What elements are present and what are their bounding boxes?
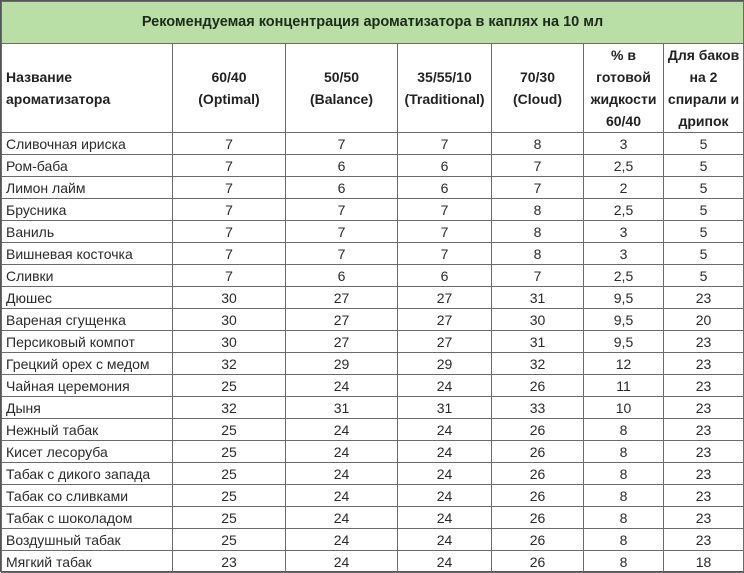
percent-value: 11 [584, 375, 664, 397]
traditional-value: 24 [398, 485, 492, 507]
percent-value: 10 [584, 397, 664, 419]
optimal-value: 25 [173, 375, 286, 397]
table-row [2, 507, 744, 529]
table-row [2, 155, 744, 177]
balance-value: 24 [286, 507, 398, 529]
percent-value: 8 [584, 419, 664, 441]
header-percent-line: жидкости [590, 91, 657, 107]
header-traditional-line: (Traditional) [404, 91, 485, 107]
tanks-value: 23 [664, 419, 744, 441]
percent-value: 8 [584, 529, 664, 551]
cloud-value: 32 [492, 353, 584, 375]
header-percent-line: 60/40 [605, 113, 642, 129]
percent-value: 8 [584, 441, 664, 463]
balance-value: 7 [286, 199, 398, 221]
table-row [2, 221, 744, 243]
cloud-value: 8 [492, 133, 584, 155]
optimal-value: 23 [173, 551, 286, 573]
table-row [2, 243, 744, 265]
table-row [2, 353, 744, 375]
flavor-name: Воздушный табак [2, 529, 173, 551]
balance-value: 6 [286, 177, 398, 199]
traditional-value: 24 [398, 551, 492, 573]
optimal-value: 32 [173, 353, 286, 375]
table-row [2, 397, 744, 419]
header-traditional-line: 35/55/10 [417, 69, 472, 85]
balance-value: 24 [286, 485, 398, 507]
cloud-value: 8 [492, 243, 584, 265]
cloud-value: 26 [492, 463, 584, 485]
percent-value: 3 [584, 243, 664, 265]
traditional-value: 24 [398, 507, 492, 529]
percent-value: 2,5 [584, 265, 664, 287]
flavor-name: Ром-баба [2, 155, 173, 177]
balance-value: 7 [286, 243, 398, 265]
flavor-name: Дыня [2, 397, 173, 419]
table-row [2, 133, 744, 155]
tanks-value: 5 [664, 155, 744, 177]
traditional-value: 7 [398, 133, 492, 155]
cloud-value: 30 [492, 309, 584, 331]
flavor-name: Кисет лесоруба [2, 441, 173, 463]
cloud-value: 31 [492, 331, 584, 353]
header-tanks [664, 44, 744, 133]
tanks-value: 23 [664, 507, 744, 529]
cloud-value: 31 [492, 287, 584, 309]
traditional-value: 27 [398, 287, 492, 309]
cloud-value: 26 [492, 419, 584, 441]
balance-value: 31 [286, 397, 398, 419]
traditional-value: 7 [398, 243, 492, 265]
flavor-name: Брусника [2, 199, 173, 221]
percent-value: 12 [584, 353, 664, 375]
traditional-value: 31 [398, 397, 492, 419]
tanks-value: 23 [664, 375, 744, 397]
header-optimal-line: (Optimal) [198, 91, 260, 107]
percent-value: 2,5 [584, 155, 664, 177]
percent-value: 8 [584, 507, 664, 529]
table-row [2, 331, 744, 353]
optimal-value: 25 [173, 485, 286, 507]
header-name-line: Название [6, 69, 73, 85]
optimal-value: 25 [173, 507, 286, 529]
header-optimal [173, 44, 286, 133]
header-name [2, 44, 173, 133]
header-balance-line: (Balance) [309, 91, 374, 107]
tanks-value: 23 [664, 529, 744, 551]
optimal-value: 7 [173, 199, 286, 221]
flavor-name: Сливки [2, 265, 173, 287]
optimal-value: 7 [173, 133, 286, 155]
header-percent-line: готовой [596, 69, 651, 85]
flavor-name: Мягкий табак [2, 551, 173, 573]
tanks-value: 18 [664, 551, 744, 573]
traditional-value: 7 [398, 221, 492, 243]
balance-value: 24 [286, 375, 398, 397]
optimal-value: 25 [173, 463, 286, 485]
table-row [2, 419, 744, 441]
concentration-table [1, 1, 744, 573]
header-percent-line: % в [611, 47, 636, 63]
flavor-name: Нежный табак [2, 419, 173, 441]
cloud-value: 8 [492, 221, 584, 243]
traditional-value: 6 [398, 177, 492, 199]
percent-value: 9,5 [584, 331, 664, 353]
header-percent [584, 44, 664, 133]
balance-value: 24 [286, 441, 398, 463]
table-row [2, 177, 744, 199]
traditional-value: 24 [398, 529, 492, 551]
table-row [2, 287, 744, 309]
tanks-value: 23 [664, 287, 744, 309]
table-row [2, 265, 744, 287]
balance-value: 24 [286, 551, 398, 573]
balance-value: 7 [286, 221, 398, 243]
optimal-value: 25 [173, 441, 286, 463]
cloud-value: 7 [492, 177, 584, 199]
header-tanks-line: Для баков [667, 47, 740, 63]
cloud-value: 8 [492, 199, 584, 221]
tanks-value: 23 [664, 485, 744, 507]
flavor-name: Дюшес [2, 287, 173, 309]
traditional-value: 29 [398, 353, 492, 375]
traditional-value: 24 [398, 419, 492, 441]
traditional-value: 6 [398, 265, 492, 287]
optimal-value: 7 [173, 243, 286, 265]
cloud-value: 26 [492, 529, 584, 551]
tanks-value: 5 [664, 177, 744, 199]
traditional-value: 24 [398, 375, 492, 397]
percent-value: 2 [584, 177, 664, 199]
cloud-value: 7 [492, 265, 584, 287]
header-tanks-line: на 2 [689, 69, 718, 85]
cloud-value: 26 [492, 507, 584, 529]
percent-value: 3 [584, 221, 664, 243]
header-name-line: ароматизатора [6, 91, 111, 107]
balance-value: 27 [286, 309, 398, 331]
header-balance [286, 44, 398, 133]
header-traditional [398, 44, 492, 133]
table-row [2, 551, 744, 573]
flavor-name: Табак с дикого запада [2, 463, 173, 485]
flavor-name: Ваниль [2, 221, 173, 243]
balance-value: 27 [286, 287, 398, 309]
cloud-value: 33 [492, 397, 584, 419]
header-cloud-line: (Cloud) [513, 91, 562, 107]
flavor-name: Сливочная ириска [2, 133, 173, 155]
header-row [2, 44, 744, 133]
optimal-value: 32 [173, 397, 286, 419]
header-cloud-line: 70/30 [519, 69, 556, 85]
table-row [2, 375, 744, 397]
tanks-value: 23 [664, 463, 744, 485]
tanks-value: 23 [664, 331, 744, 353]
header-balance-line: 50/50 [323, 69, 360, 85]
tanks-value: 23 [664, 441, 744, 463]
table-row [2, 485, 744, 507]
percent-value: 8 [584, 485, 664, 507]
balance-value: 27 [286, 331, 398, 353]
percent-value: 9,5 [584, 287, 664, 309]
table-row [2, 441, 744, 463]
optimal-value: 25 [173, 529, 286, 551]
table-row [2, 309, 744, 331]
cloud-value: 26 [492, 375, 584, 397]
traditional-value: 27 [398, 309, 492, 331]
cloud-value: 26 [492, 551, 584, 573]
flavor-name: Персиковый компот [2, 331, 173, 353]
flavor-name: Вареная сгущенка [2, 309, 173, 331]
flavor-name: Табак со сливками [2, 485, 173, 507]
tanks-value: 5 [664, 221, 744, 243]
tanks-value: 20 [664, 309, 744, 331]
optimal-value: 30 [173, 309, 286, 331]
balance-value: 24 [286, 463, 398, 485]
optimal-value: 7 [173, 221, 286, 243]
table-row [2, 529, 744, 551]
header-cloud [492, 44, 584, 133]
tanks-value: 5 [664, 243, 744, 265]
flavor-name: Вишневая косточка [2, 243, 173, 265]
cloud-value: 26 [492, 485, 584, 507]
balance-value: 6 [286, 265, 398, 287]
header-tanks-line: спирали и [667, 91, 740, 107]
tanks-value: 5 [664, 199, 744, 221]
balance-value: 29 [286, 353, 398, 375]
traditional-value: 7 [398, 199, 492, 221]
balance-value: 24 [286, 419, 398, 441]
table-row [2, 199, 744, 221]
tanks-value: 23 [664, 397, 744, 419]
optimal-value: 25 [173, 419, 286, 441]
optimal-value: 7 [173, 177, 286, 199]
percent-value: 3 [584, 133, 664, 155]
flavor-name: Чайная церемония [2, 375, 173, 397]
percent-value: 9,5 [584, 309, 664, 331]
tanks-value: 23 [664, 353, 744, 375]
table-body [2, 133, 744, 573]
percent-value: 8 [584, 551, 664, 573]
flavor-name: Лимон лайм [2, 177, 173, 199]
traditional-value: 24 [398, 441, 492, 463]
balance-value: 24 [286, 529, 398, 551]
percent-value: 2,5 [584, 199, 664, 221]
optimal-value: 30 [173, 287, 286, 309]
cloud-value: 7 [492, 155, 584, 177]
cloud-value: 26 [492, 441, 584, 463]
traditional-value: 24 [398, 463, 492, 485]
table-title: Рекомендуемая концентрация ароматизатора в каплях на 10 мл [2, 2, 744, 44]
optimal-value: 30 [173, 331, 286, 353]
traditional-value: 27 [398, 331, 492, 353]
balance-value: 6 [286, 155, 398, 177]
header-tanks-line: дрипок [678, 113, 729, 129]
optimal-value: 7 [173, 155, 286, 177]
tanks-value: 5 [664, 133, 744, 155]
flavor-name: Грецкий орех с медом [2, 353, 173, 375]
balance-value: 7 [286, 133, 398, 155]
tanks-value: 5 [664, 265, 744, 287]
table-row [2, 463, 744, 485]
flavor-name: Табак с шоколадом [2, 507, 173, 529]
percent-value: 8 [584, 463, 664, 485]
header-optimal-line: 60/40 [211, 69, 247, 85]
traditional-value: 6 [398, 155, 492, 177]
optimal-value: 7 [173, 265, 286, 287]
